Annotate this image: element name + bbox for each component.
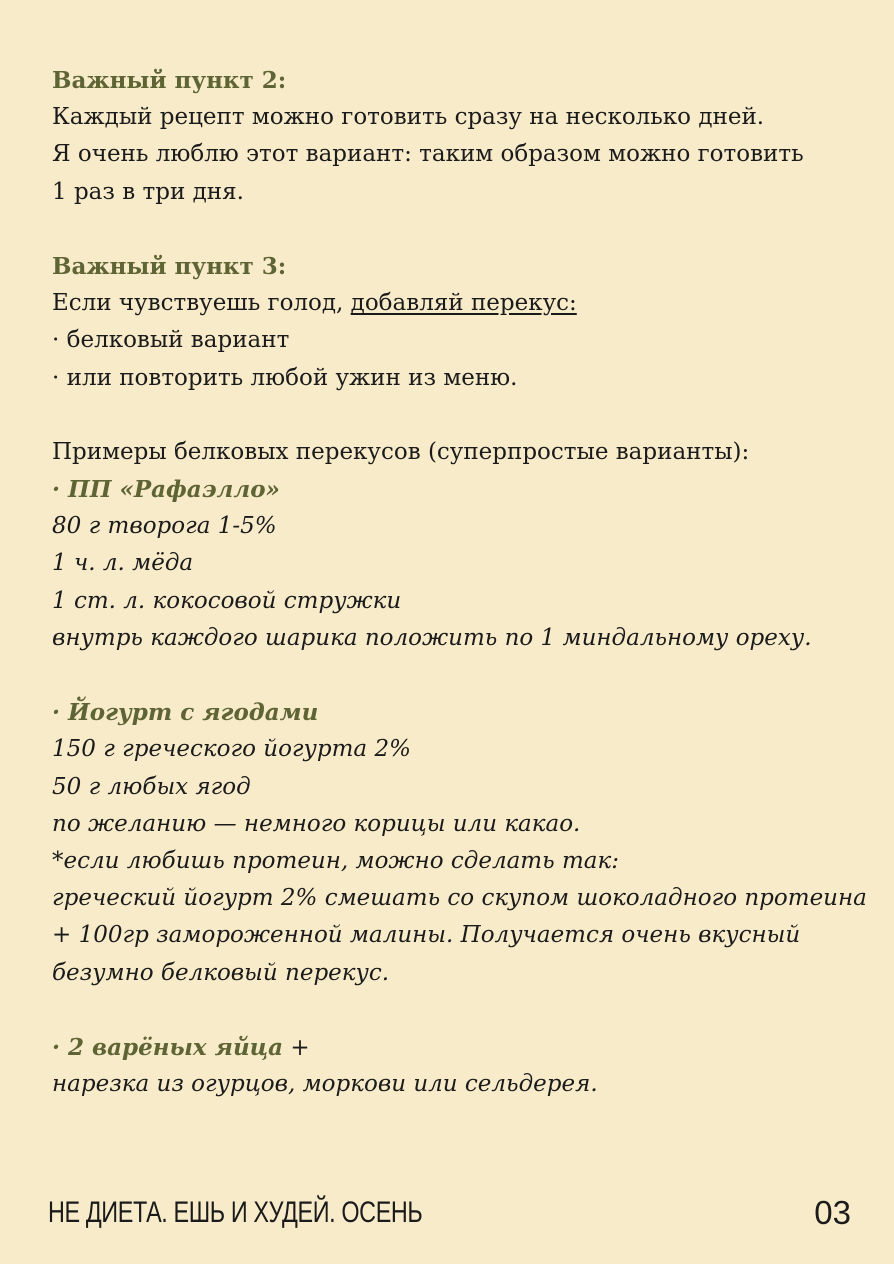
- snack-note: безумно белковый перекус.: [52, 959, 390, 986]
- add-snack-link: добавляй перекус:: [350, 290, 577, 317]
- snack-instruction: внутрь каждого шарика положить по 1 миндальному ореху.: [52, 624, 812, 651]
- spacer: [52, 657, 852, 694]
- page-number: 03: [814, 1194, 851, 1231]
- snack-ingredient: 50 г любых ягод: [52, 773, 251, 800]
- section-2-line: 1 раз в три дня.: [52, 178, 244, 205]
- snack-title-eggs-row: [52, 1029, 852, 1066]
- spacer: [52, 992, 852, 1029]
- snack-ingredient: 1 ст. л. кокосовой стружки: [52, 587, 402, 614]
- section-2-line: Каждый рецепт можно готовить сразу на несколько дней.: [52, 104, 765, 131]
- section-3-bullet: · белковый вариант: [52, 327, 290, 354]
- snack-ingredient: по желанию — немного корицы или какао.: [52, 810, 581, 837]
- section-2-heading: Важный пункт 2:: [52, 67, 287, 94]
- snack-title-yogurt: · Йогурт с ягодами: [52, 699, 319, 727]
- snack-ingredient: 80 г творога 1-5%: [52, 513, 277, 540]
- snack-title-raffaello: · ПП «Рафаэлло»: [52, 476, 280, 504]
- snack-note: греческий йогурт 2% смешать со скупом шоколадного протеина: [52, 885, 867, 912]
- section-3-intro-text: Если чувствуешь голод,: [52, 290, 351, 317]
- snack-ingredient: нарезка из огурцов, моркови или сельдерея.: [52, 1071, 598, 1098]
- spacer: [52, 397, 852, 434]
- section-3-heading: Важный пункт 3:: [52, 252, 287, 280]
- snack-ingredient: 1 ч. л. мёда: [52, 550, 194, 577]
- section-3-bullet: · или повторить любой ужин из меню.: [52, 364, 518, 391]
- page-content: [52, 62, 867, 1103]
- footer-title: НЕ ДИЕТА. ЕШЬ И ХУДЕЙ. ОСЕНЬ: [48, 1196, 423, 1229]
- snack-title-eggs: · 2 варёных яйца: [52, 1033, 284, 1061]
- snack-ingredient: 150 г греческого йогурта 2%: [52, 736, 411, 763]
- snack-note: + 100гр замороженной малины. Получается очень вкусный: [52, 922, 801, 949]
- section-3-intro: [52, 285, 852, 322]
- section-2-line: Я очень люблю этот вариант: таким образом можно готовить: [52, 141, 804, 168]
- spacer: [52, 211, 852, 248]
- snack-title-eggs-suffix: +: [283, 1034, 310, 1061]
- snack-note: *если любишь протеин, можно сделать так:: [52, 847, 619, 874]
- snacks-intro: Примеры белковых перекусов (суперпростые варианты):: [52, 438, 750, 465]
